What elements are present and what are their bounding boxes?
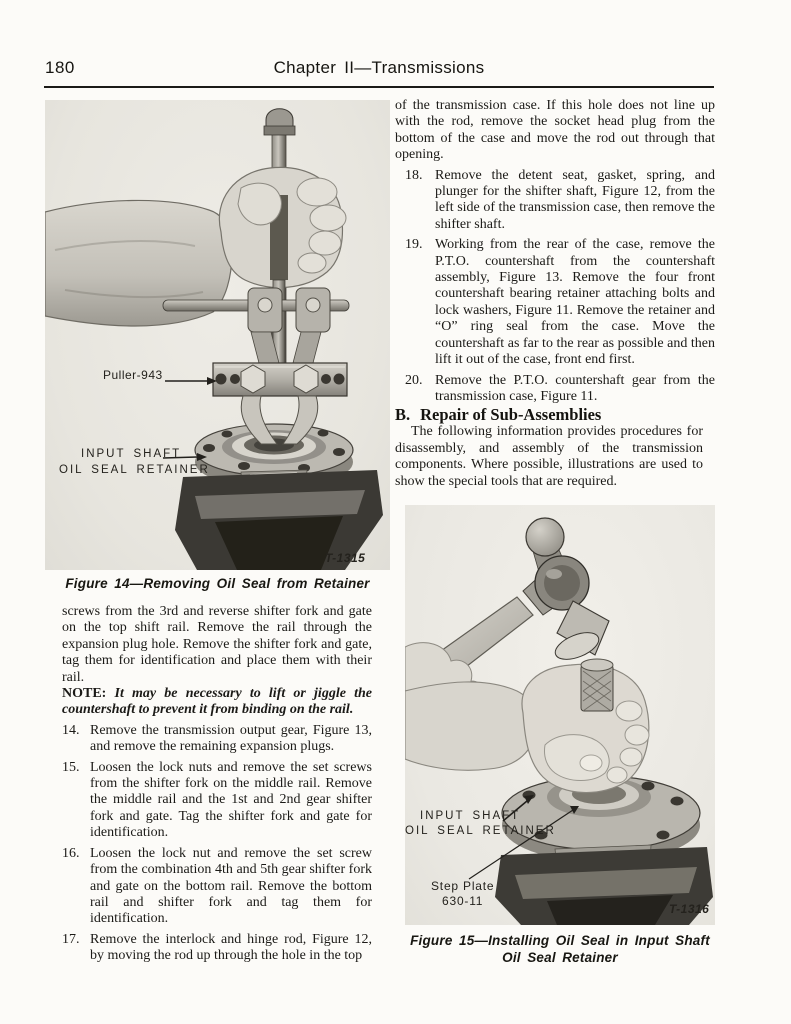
figure14-illustration <box>45 100 390 570</box>
list-item-16 <box>62 846 372 928</box>
figure15-caption <box>405 932 715 966</box>
figure15-label-oil-seal-retainer: OIL SEAL RETAINER <box>405 825 556 837</box>
list-item-text: Remove the interlock and hinge rod, Figure 12, by moving the rod up through the hole in the top <box>90 931 372 964</box>
list-item-number: 16. <box>62 845 80 861</box>
figure15-illustration <box>405 505 715 925</box>
list-item-number: 17. <box>62 931 80 947</box>
list-item-text: Loosen the lock nuts and remove the set screws from the shifter fork on the middle rail. Remove the middle rail and the 1st and 2nd gear shifter fork and gate. Tag the shifter fork and gate for identification. <box>90 759 372 841</box>
figure15-caption-line2: Oil Seal Retainer <box>502 950 618 965</box>
list-item-text: Remove the transmission output gear, Figure 13, and remove the remaining expansion plugs. <box>90 722 372 755</box>
list-item-text: Loosen the lock nut and remove the set screw from the combination 4th and 5th gear shifter fork and gate on the bottom rail. Remove the bottom rail and shifter fork and tag them for identification. <box>90 845 372 927</box>
page-number: 180 <box>45 58 75 77</box>
figure15-label-step-plate-number: 630-11 <box>442 894 484 908</box>
figure14-caption: Figure 14—Removing Oil Seal from Retainer <box>65 576 370 591</box>
list-item-number: 19. <box>405 237 423 253</box>
figure15-caption-line1: Figure 15—Installing Oil Seal in Input Shaft <box>410 933 710 948</box>
section-letter: B. <box>395 405 411 425</box>
list-item-15 <box>62 760 372 842</box>
figure14-label-puller: Puller-943 <box>103 368 163 382</box>
list-item-number: 18. <box>405 167 423 183</box>
figure15-photo <box>405 505 715 925</box>
list-item-number: 14. <box>62 722 80 738</box>
figure15-label-input-shaft: INPUT SHAFT <box>420 810 521 822</box>
list-item-text: Working from the rear of the case, remove the P.T.O. countershaft from the countershaft assembly, Figure 13. Remove the four front countershaft bearing retainer attaching bolts and lock washers, Figure 11. Remove the retainer and “O” ring seal from the case. Move the countershaft as far to the rear as possible and then lift it out of the case, front end first. <box>435 237 715 368</box>
list-item-19 <box>395 237 715 368</box>
note-label: NOTE: <box>62 686 107 702</box>
list-item-18 <box>395 168 715 234</box>
figure14-label-input-shaft: INPUT SHAFT <box>81 448 182 460</box>
chapter-heading: Chapter II—Transmissions <box>273 58 485 77</box>
section-heading <box>395 405 715 424</box>
figure14-photo <box>45 100 390 570</box>
right-column-text <box>395 98 715 490</box>
note-text: It may be necessary to lift or jiggle the countershaft to prevent it from binding on the rail. <box>62 686 372 718</box>
figure14-label-oil-seal-retainer: OIL SEAL RETAINER <box>59 464 210 476</box>
section-paragraph: The following information provides procedures for disassembly, and assembly of the transmission components. Where possible, illustrations are used to show the special tools that are required. <box>395 424 703 489</box>
section-title: Repair of Sub-Assemblies <box>420 405 602 425</box>
figure15-photo-id: T-1316 <box>669 902 710 916</box>
figure14-photo-id: T-1315 <box>325 551 366 565</box>
list-item-text: Remove the detent seat, gasket, spring, and plunger for the shifter shaft, Figure 12, from the left side of the transmission case, then remove the shifter shaft. <box>435 167 715 232</box>
note-paragraph <box>62 686 372 719</box>
list-item-20 <box>395 373 715 406</box>
right-continuation-paragraph: of the transmission case. If this hole does not line up with the rod, remove the socket head plug from the bottom of the case and move the rod out through that opening. <box>395 98 715 163</box>
list-item-number: 20. <box>405 372 423 388</box>
header-rule <box>44 86 714 88</box>
list-item-17 <box>62 932 372 965</box>
list-item-text: Remove the P.T.O. countershaft gear from the transmission case, Figure 11. <box>435 372 715 404</box>
figure15-label-step-plate: Step Plate <box>431 879 495 893</box>
list-item-number: 15. <box>62 759 80 775</box>
left-column-text <box>62 604 372 965</box>
list-item-14 <box>62 723 372 756</box>
left-continuation-paragraph: screws from the 3rd and reverse shifter fork and gate on the top shift rail. Remove the rail through the expansion plug hole. Remove the shifter fork and gate, tag them for identification and place them with their rail. <box>62 604 372 685</box>
